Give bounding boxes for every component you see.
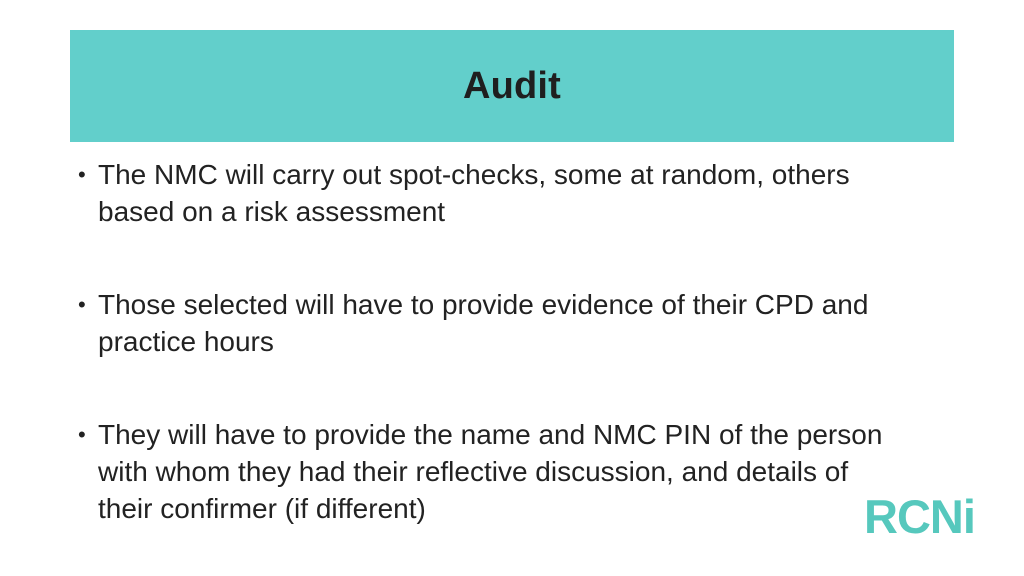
rcni-logo [862, 490, 980, 538]
bullet-item [76, 416, 896, 527]
title-band [70, 30, 954, 142]
rcni-logo-text: RCNi [864, 490, 975, 538]
bullet-dot-icon: • [78, 162, 86, 187]
bullet-dot-icon: • [78, 292, 86, 317]
bullet-text: Those selected will have to provide evidence of their CPD and practice hours [98, 289, 869, 357]
bullet-text: The NMC will carry out spot-checks, some at random, others based on a risk assessment [98, 159, 850, 227]
slide-title: Audit [462, 64, 562, 107]
bullet-list [76, 156, 896, 527]
bullet-item [76, 156, 896, 230]
bullet-dot-icon: • [78, 422, 86, 447]
bullet-item [76, 286, 896, 360]
bullet-text: They will have to provide the name and NMC PIN of the person with whom they had their reflective discussion, and details of their confirmer (if different) [98, 419, 883, 524]
